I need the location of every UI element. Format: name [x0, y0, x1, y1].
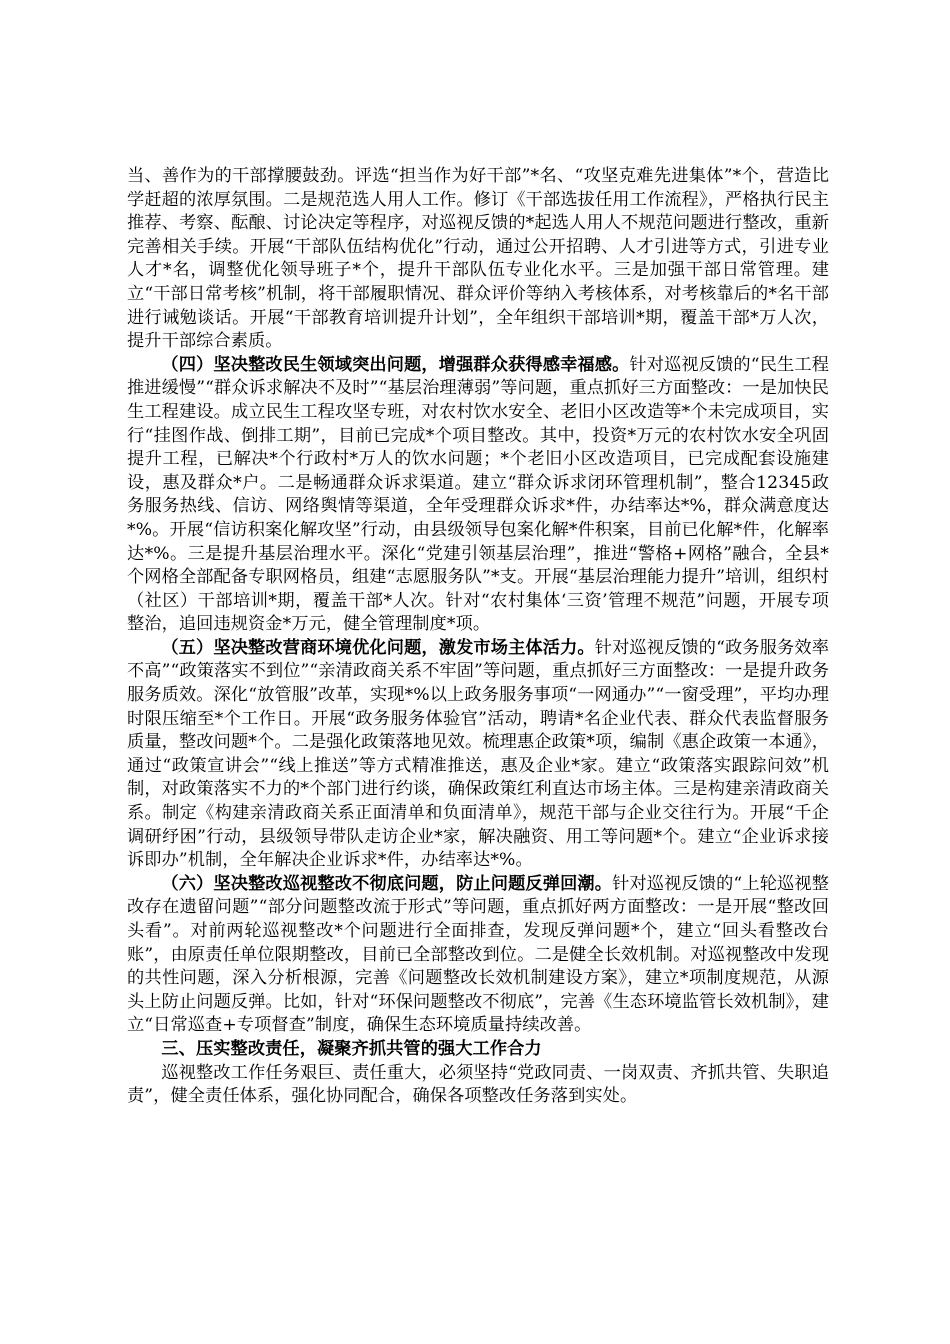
paragraph-lead-heading: （四）坚决整改民生领域突出问题，增强群众获得感幸福感。	[161, 354, 630, 375]
paragraph-business-environment	[127, 637, 829, 873]
paragraph-cadre-management	[127, 165, 829, 354]
paragraph-lead-heading: （五）坚决整改营商环境优化问题，激发市场主体活力。	[161, 637, 595, 658]
document-body	[127, 165, 829, 1109]
paragraph-rectification-followup	[127, 873, 829, 1038]
paragraph-text: 针对巡视反馈的“政务服务效率不高”“政策落实不到位”“亲清政商关系不牢固”等问题，重点抓好三方面整改：一是提升政务服务质效。深化“放管服”改革，实现*%以上政务服务事项“一网通办”“一窗受理”，平均办理时限压缩至*个工作日。开展“政务服务体验官”活动，聘请*名企业代表、群众代表监督服务质量，整改问题*个。二是强化政策落地见效。梳理惠企政策*项，编制《惠企政策一本通》，通过“政策宣讲会”“线上推送”等方式精准推送，惠及企业*家。建立“政策落实跟踪问效”机制，对政策落实不力的*个部门进行约谈，确保政策红利直达市场主体。三是构建亲清政商关系。制定《构建亲清政商关系正面清单和负面清单》，规范干部与企业交往行为。开展“千企调研纾困”行动，县级领导带队走访企业*家，解决融资、用工等问题*个。建立“企业诉求接诉即办”机制，全年解决企业诉求*件，办结率达*%。	[127, 637, 829, 871]
paragraph-livelihood	[127, 354, 829, 637]
paragraph-text: 针对巡视反馈的“上轮巡视整改存在遗留问题”“部分问题整改流于形式”等问题，重点抓好两方面整改：一是开展“整改回头看”。对前两轮巡视整改*个问题进行全面排查，发现反弹问题*个，建立“回头看整改台账”，由原责任单位限期整改，目前已全部整改到位。二是健全长效机制。对巡视整改中发现的共性问题，深入分析根源，完善《问题整改长效机制建设方案》，建立*项制度规范，从源头上防止问题反弹。比如，针对“环保问题整改不彻底”，完善《生态环境监管长效机制》，建立“日常巡查+专项督查”制度，确保生态环境质量持续改善。	[127, 873, 829, 1036]
paragraph-text: 巡视整改工作任务艰巨、责任重大，必须坚持“党政同责、一岗双责、齐抓共管、失职追责”，健全责任体系，强化协同配合，确保各项整改任务落到实处。	[127, 1062, 829, 1107]
paragraph-closing	[127, 1062, 829, 1109]
section-heading: 三、压实整改责任，凝聚齐抓共管的强大工作合力	[161, 1038, 542, 1059]
paragraph-text: 针对巡视反馈的“民生工程推进缓慢”“群众诉求解决不及时”“基层治理薄弱”等问题，重点抓好三方面整改：一是加快民生工程建设。成立民生工程攻坚专班，对农村饮水安全、老旧小区改造等*个未完成项目，实行“挂图作战、倒排工期”，目前已完成*个项目整改。其中，投资*万元的农村饮水安全巩固提升工程，已解决*个行政村*万人的饮水问题；*个老旧小区改造项目，已完成配套设施建设，惠及群众*户。二是畅通群众诉求渠道。建立“群众诉求闭环管理机制”，整合12345政务服务热线、信访、网络舆情等渠道，全年受理群众诉求*件，办结率达*%，群众满意度达*%。开展“信访积案化解攻坚”行动，由县级领导包案化解*件积案，目前已化解*件，化解率达*%。三是提升基层治理水平。深化“党建引领基层治理”，推进“警格+网格”融合，全县*个网格全部配备专职网格员，组建“志愿服务队”*支。开展“基层治理能力提升”培训，组织村（社区）干部培训*期，覆盖干部*人次。针对“农村集体‘三资’管理不规范”问题，开展专项整治，追回违规资金*万元，健全管理制度*项。	[127, 354, 829, 635]
paragraph-lead-heading: （六）坚决整改巡视整改不彻底问题，防止问题反弹回潮。	[161, 873, 613, 894]
paragraph-text: 当、善作为的干部撑腰鼓劲。评选“担当作为好干部”*名、“攻坚克难先进集体”*个，营造比学赶超的浓厚氛围。二是规范选人用人工作。修订《干部选拔任用工作流程》，严格执行民主推荐、考察、酝酿、讨论决定等程序，对巡视反馈的*起选人用人不规范问题进行整改，重新完善相关手续。开展“干部队伍结构优化”行动，通过公开招聘、人才引进等方式，引进专业人才*名，调整优化领导班子*个，提升干部队伍专业化水平。三是加强干部日常管理。建立“干部日常考核”机制，将干部履职情况、群众评价等纳入考核体系，对考核靠后的*名干部进行诫勉谈话。开展“干部教育培训提升计划”，全年组织干部培训*期，覆盖干部*万人次，提升干部综合素质。	[127, 166, 829, 352]
